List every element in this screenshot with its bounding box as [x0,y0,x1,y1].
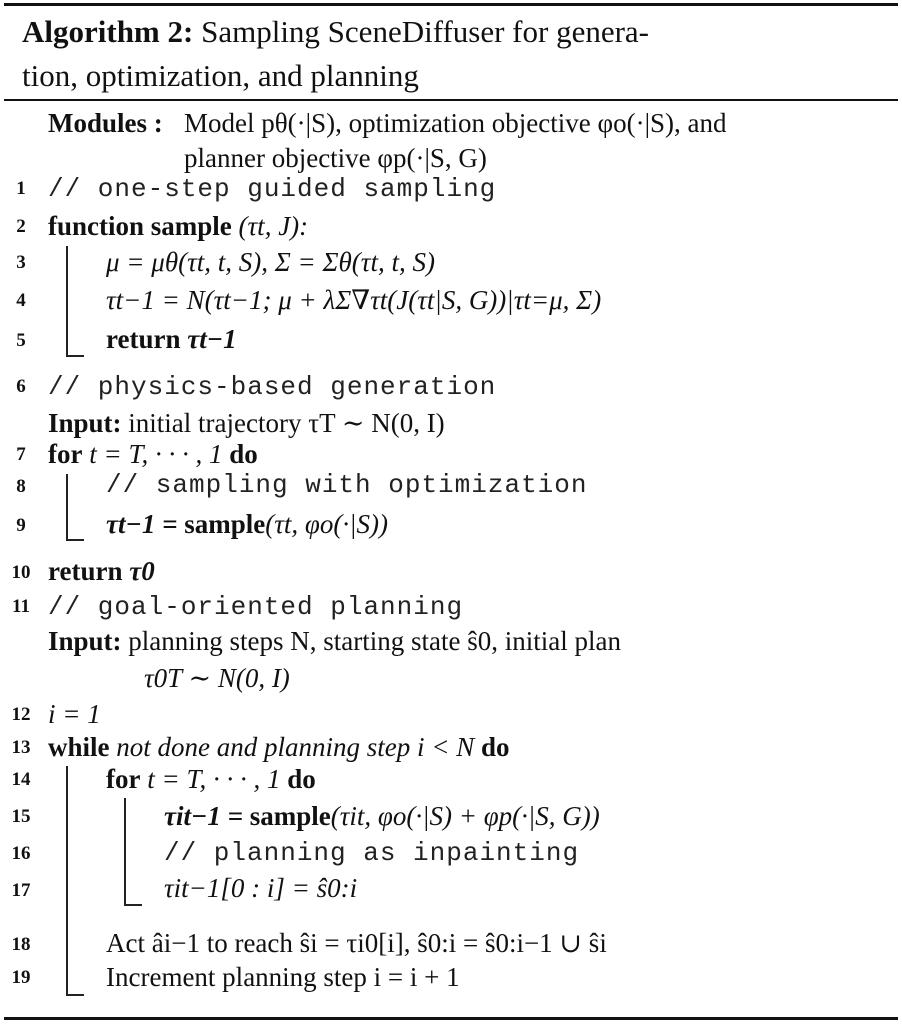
block-bar-end [124,904,142,906]
algorithm-title-line1: Sampling SceneDiffuser for genera- [201,14,650,49]
line-number: 18 [11,934,31,955]
comment-line-8: // sampling with optimization [106,470,588,500]
line-13 [48,730,510,764]
line-2 [48,209,308,243]
sample-args: (τit, φo(·|S) + φp(·|S, G)) [330,801,600,831]
input-line-11 [48,624,621,658]
modules-line2: planner objective φp(·|S, G) [184,143,487,173]
block-bar [66,246,68,356]
input-line-6 [48,406,445,440]
line-15-lhs: τit−1 = [164,801,243,831]
block-bar-end [66,539,84,541]
input-keyword: Input: [48,626,122,656]
return-keyword: return [106,324,181,354]
line-number: 16 [11,843,31,864]
line-3: μ = μθ(τt, t, S), Σ = Σθ(τt, t, S) [106,247,435,277]
do-keyword: do [229,439,258,469]
sample-args: (τt, φo(·|S)) [265,509,388,539]
input-keyword: Input: [48,408,122,438]
for-range: t = T, · · · , 1 [89,439,223,469]
modules-line1: Model pθ(·|S), optimization objective φo(·|S), and [184,108,727,138]
sample-call: sample [184,509,266,539]
modules-label: Modules : [48,108,163,138]
header-rule [4,99,898,101]
input-text: initial trajectory τT ∼ N(0, I) [128,408,445,438]
line-number: 10 [11,562,31,583]
line-number: 3 [16,252,26,273]
function-args: (τt, J): [238,211,309,241]
line-number: 6 [16,376,26,397]
comment-line-16: // planning as inpainting [164,838,580,868]
line-14 [106,762,316,796]
do-keyword: do [287,764,316,794]
return-value: τ0 [129,556,155,586]
return-keyword: return [48,556,123,586]
bottom-rule [4,1017,898,1020]
line-number: 14 [11,769,31,790]
line-18: Act âi−1 to reach ŝi = τi0[i], ŝ0:i = ŝ0:i−1 ∪ ŝi [106,928,607,958]
return-value: τt−1 [187,324,237,354]
input-text: planning steps N, starting state ŝ0, initial plan [128,626,621,656]
modules-row [48,106,163,140]
line-10 [48,554,155,588]
line-number: 11 [12,596,30,617]
comment-line-1: // one-step guided sampling [48,174,497,204]
line-number: 13 [11,737,31,758]
line-7 [48,437,258,471]
line-12: i = 1 [48,699,101,729]
for-keyword: for [48,439,83,469]
line-4: τt−1 = N(τt−1; μ + λΣ∇τt(J(τt|S, G))|τt=μ, Σ) [106,285,602,315]
for-keyword: for [106,764,141,794]
algorithm-title-line2: tion, optimization, and planning [22,58,419,93]
line-15 [164,799,600,833]
algorithm-title [22,10,872,98]
line-number: 1 [16,178,26,199]
comment-line-6: // physics-based generation [48,372,497,402]
block-bar [66,766,68,995]
top-rule [4,3,898,6]
line-number: 4 [16,290,26,311]
block-bar [124,798,126,905]
line-9 [106,507,388,541]
algorithm-label: Algorithm 2: [22,14,194,49]
while-keyword: while [48,732,110,762]
line-number: 19 [11,967,31,988]
line-number: 17 [11,880,31,901]
block-bar [66,474,68,540]
do-keyword: do [480,732,510,762]
line-9-lhs: τt−1 = [106,509,178,539]
line-5 [106,322,237,356]
line-number: 15 [11,806,31,827]
sample-call: sample [249,801,331,831]
line-17: τit−1[0 : i] = ŝ0:i [164,873,358,903]
function-keyword: function sample [48,211,232,241]
line-19: Increment planning step i = i + 1 [106,962,460,992]
for-range: t = T, · · · , 1 [147,764,281,794]
comment-line-11: // goal-oriented planning [48,592,464,622]
line-number: 5 [16,330,26,351]
input-line-11-cont: τ0T ∼ N(0, I) [144,663,290,693]
block-bar-end [66,994,84,996]
line-number: 7 [16,444,26,465]
line-number: 2 [16,216,26,237]
line-number: 8 [16,476,26,497]
line-number: 9 [16,515,26,536]
block-bar-end [66,355,84,357]
while-condition: not done and planning step i < N [116,732,475,762]
line-number: 12 [11,704,31,725]
